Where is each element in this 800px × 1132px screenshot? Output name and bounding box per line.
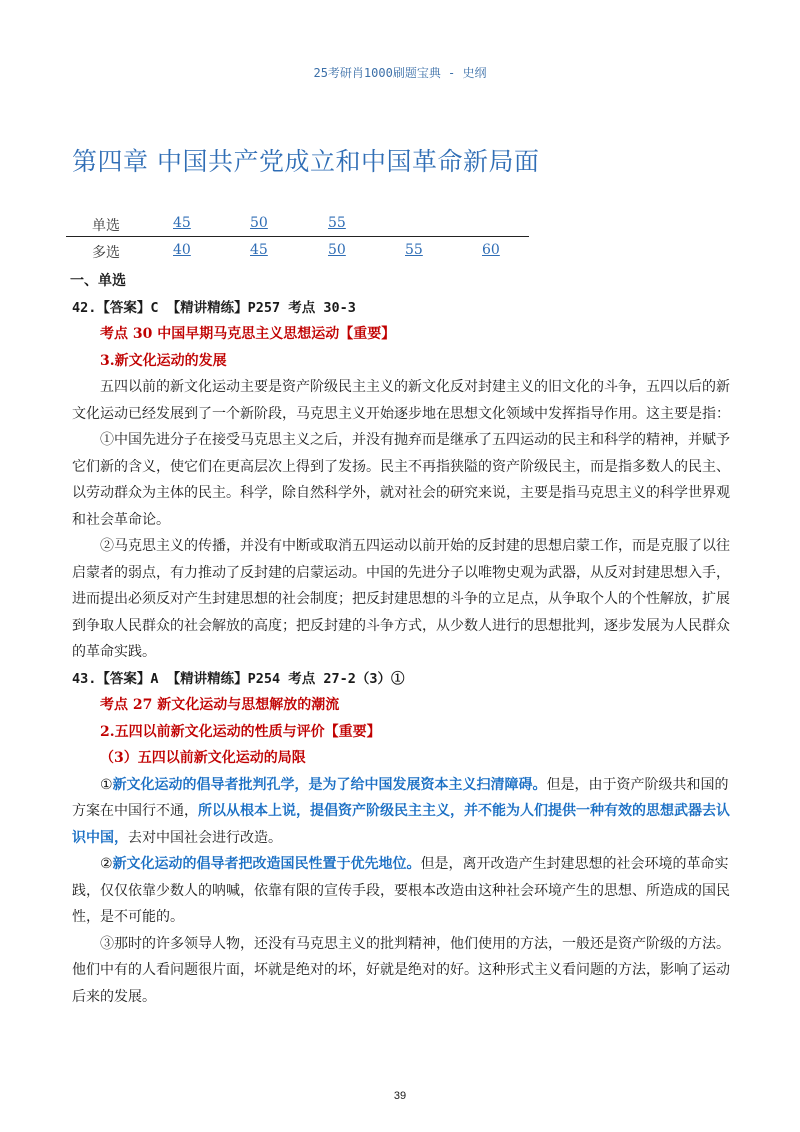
q42-paragraph-1: 五四以前的新文化运动主要是资产阶级民主主义的新文化反对封建主义的旧文化的斗争，五四以后的新文化运动已经发展到了一个新阶段，马克思主义开始逐步地在思想文化领域中发挥指导作用。这主要是指：: [72, 379, 730, 422]
q43-p1-text-1: 但是，由于资产阶级共和国的方案在中国行不通，: [72, 776, 729, 819]
q43-paragraph-2: [72, 851, 730, 931]
running-header: 25考研肖1000刷题宝典 - 史纲: [313, 66, 487, 80]
question-nav-table: [66, 210, 529, 265]
q43-p1-marker: ①: [100, 776, 113, 793]
q42-answer-line: 42.【答案】C 【精讲精练】P257 考点 30-3: [72, 299, 356, 316]
nav-link-single-50[interactable]: 50: [250, 215, 268, 231]
nav-link-single-45[interactable]: 45: [173, 215, 191, 231]
nav-link-multi-45[interactable]: 45: [250, 242, 268, 258]
nav-row-single: [66, 210, 529, 237]
q43-paragraph-3: ③那时的许多领导人物，还没有马克思主义的批判精神，他们使用的方法，一般还是资产阶级的方法。他们中有的人看问题很片面，坏就是绝对的坏，好就是绝对的好。这种形式主义看问题的方法，影响了运动后来的发展。: [72, 935, 730, 1005]
nav-link-multi-50[interactable]: 50: [328, 242, 346, 258]
nav-link-single-55[interactable]: 55: [328, 215, 346, 231]
q42-kaodian: 考点 30 中国早期马克思主义思想运动【重要】: [100, 326, 396, 342]
nav-row-multi: [66, 237, 529, 265]
q43-p2-highlight: 新文化运动的倡导者把改造国民性置于优先地位。: [112, 856, 421, 872]
q43-p2-text: 但是，离开改造产生封建思想的社会环境的革命实践，仅仅依靠少数人的呐喊，依靠有限的宣传手段，要根本改造由这种社会环境产生的思想、所造成的国民性，是不可能的。: [72, 856, 730, 925]
answer-content: [72, 268, 730, 1010]
nav-label-multi: 多选: [92, 245, 120, 261]
section-heading: 一、单选: [70, 273, 126, 289]
chapter-title: 第四章 中国共产党成立和中国革命新局面: [72, 147, 540, 176]
q43-subheading: 2.五四以前新文化运动的性质与评价【重要】: [100, 723, 381, 740]
q42-subheading: 3.新文化运动的发展: [100, 352, 227, 369]
q43-subsubheading: （3）五四以前新文化运动的局限: [100, 750, 306, 766]
nav-label-single: 单选: [92, 218, 120, 234]
page-number: 39: [393, 1090, 407, 1102]
q43-kaodian: 考点 27 新文化运动与思想解放的潮流: [100, 697, 340, 713]
q43-p1-text-2: 去对中国社会进行改造。: [128, 829, 282, 846]
nav-link-multi-40[interactable]: 40: [173, 242, 191, 258]
nav-link-multi-55[interactable]: 55: [405, 242, 423, 258]
q42-paragraph-2: ①中国先进分子在接受马克思主义之后，并没有抛弃而是继承了五四运动的民主和科学的精神，并赋予它们新的含义，使它们在更高层次上得到了发扬。民主不再指狭隘的资产阶级民主，而是指多数人的民主、以劳动群众为主体的民主。科学，除自然科学外，就对社会的研究来说，主要是指马克思主义的科学世界观和社会革命论。: [72, 432, 730, 528]
q43-answer-line: 43.【答案】A 【精讲精练】P254 考点 27-2（3）①: [72, 670, 405, 687]
q43-p1-highlight-1: 新文化运动的倡导者批判孔学，是为了给中国发展资本主义扫清障碍。: [112, 776, 547, 793]
q42-paragraph-3: ②马克思主义的传播，并没有中断或取消五四运动以前开始的反封建的思想启蒙工作，而是克服了以往启蒙者的弱点，有力推动了反封建的启蒙运动。中国的先进分子以唯物史观为武器，从反对封建思想入手，进而提出必须反对产生封建思想的社会制度；把反封建思想的斗争的立足点，从争取个人的个性解放，扩展到争取人民群众的社会解放的高度；把反封建的斗争方式，从少数人进行的思想批判，逐步发展为人民群众的革命实践。: [72, 538, 730, 660]
q43-paragraph-1: [72, 772, 730, 852]
q43-p1-highlight-2: 所以从根本上说，提倡资产阶级民主主义，并不能为人们提供一种有效的思想武器去认识中国，: [72, 803, 730, 846]
nav-link-multi-60[interactable]: 60: [482, 242, 500, 258]
q43-p2-marker: ②: [100, 856, 113, 872]
